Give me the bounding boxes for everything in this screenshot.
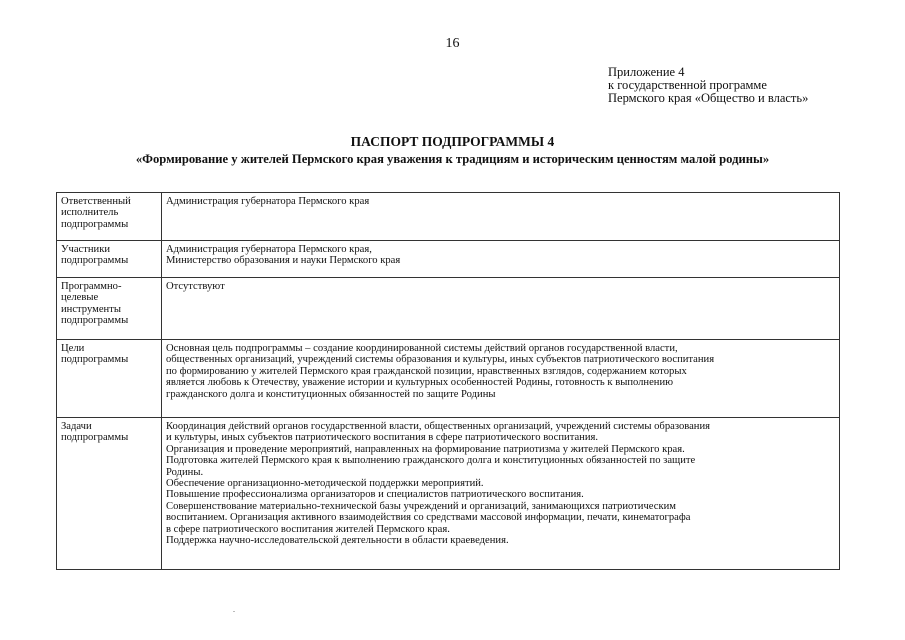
document-title: ПАСПОРТ ПОДПРОГРАММЫ 4	[350, 134, 555, 149]
row-content	[162, 193, 840, 241]
row-label-line: подпрограммы	[61, 315, 129, 327]
row-label-line: исполнитель	[61, 207, 119, 219]
appendix-line: Приложение 4	[608, 65, 685, 79]
row-label-line: целевые	[61, 292, 99, 304]
row-content-line: по формированию у жителей Пермского края гражданской позиции, нравственных взглядов, содержанием которых	[166, 365, 687, 377]
passport-table-body	[57, 193, 840, 570]
row-content	[162, 278, 840, 340]
row-content-line: в сфере патриотического воспитания жителей Пермского края.	[166, 523, 450, 535]
appendix-line: Пермского края «Общество и власть»	[608, 91, 809, 105]
row-content-line: Основная цель подпрограммы – создание координированной системы действий органов государственной власти,	[166, 343, 678, 354]
table-row	[57, 241, 840, 278]
row-content-line: Организация и проведение мероприятий, направленных на формирование патриотизма у жителей Пермского края.	[166, 443, 685, 455]
row-label-line: Цели	[61, 343, 85, 354]
appendix-note	[608, 66, 808, 105]
row-content-line: общественных организаций, учреждений системы образования и культуры, иных субъектов патриотического воспитания	[166, 354, 715, 366]
row-label-line: подпрограммы	[61, 255, 129, 267]
row-label-line: подпрограммы	[61, 432, 129, 444]
row-content-line: Координация действий органов государственной власти, общественных организаций, учреждений системы образования	[166, 421, 711, 432]
row-label-line: Задачи	[61, 421, 92, 432]
row-content	[162, 418, 840, 570]
table-row	[57, 340, 840, 418]
row-label	[57, 340, 162, 418]
table-row	[57, 418, 840, 570]
row-content-line: Министерство образования и науки Пермского края	[166, 255, 401, 267]
row-label-line: Участники	[61, 244, 111, 255]
row-content-line: Родины.	[166, 466, 204, 478]
row-content-line: Повышение профессионализма организаторов и специалистов патриотического воспитания.	[166, 489, 584, 501]
row-content-line: воспитанием. Организация активного взаимодействия со средствами массовой информации, печати, кинематографа	[166, 512, 691, 524]
row-label	[57, 418, 162, 570]
table-row	[57, 278, 840, 340]
row-content-line: Подготовка жителей Пермского края к выполнению гражданского долга и конституционных обязанностей по защите	[166, 455, 696, 467]
row-label-line: Программно-	[61, 281, 122, 292]
row-content-line: гражданского долга и конституционных обязанностей по защите Родины	[166, 388, 496, 400]
row-content-line: Совершенствование материально-технической базы учреждений и организаций, занимающихся патриотическим	[166, 500, 676, 512]
row-label-line: подпрограммы	[61, 218, 129, 230]
table-row	[57, 193, 840, 241]
row-content-line: является любовь к Отечеству, уважение истории и культурных особенностей Родины, готовность к выполнению	[166, 377, 674, 389]
row-content-line: Отсутствуют	[166, 281, 225, 292]
scan-speck	[233, 611, 235, 612]
row-label-line: инструменты	[61, 303, 121, 315]
row-label	[57, 193, 162, 241]
row-content-line: и культуры, иных субъектов патриотического воспитания в сфере патриотического воспитания.	[166, 432, 599, 444]
row-label	[57, 241, 162, 278]
row-content-line: Администрация губернатора Пермского края,	[166, 244, 372, 255]
appendix-line: к государственной программе	[608, 78, 767, 92]
row-label-line: подпрограммы	[61, 354, 129, 366]
passport-table	[56, 192, 840, 570]
row-content	[162, 340, 840, 418]
row-label	[57, 278, 162, 340]
row-content	[162, 241, 840, 278]
page-number: 16	[445, 36, 460, 51]
row-label-line: Ответственный	[61, 196, 131, 207]
document-subtitle: «Формирование у жителей Пермского края уважения к традициям и историческим ценностям малой родины»	[135, 152, 770, 166]
row-content-line: Обеспечение организационно-методической поддержки мероприятий.	[166, 478, 484, 490]
row-content-line: Поддержка научно-исследовательской деятельности в области краеведения.	[166, 535, 509, 547]
row-content-line: Администрация губернатора Пермского края	[166, 196, 370, 207]
